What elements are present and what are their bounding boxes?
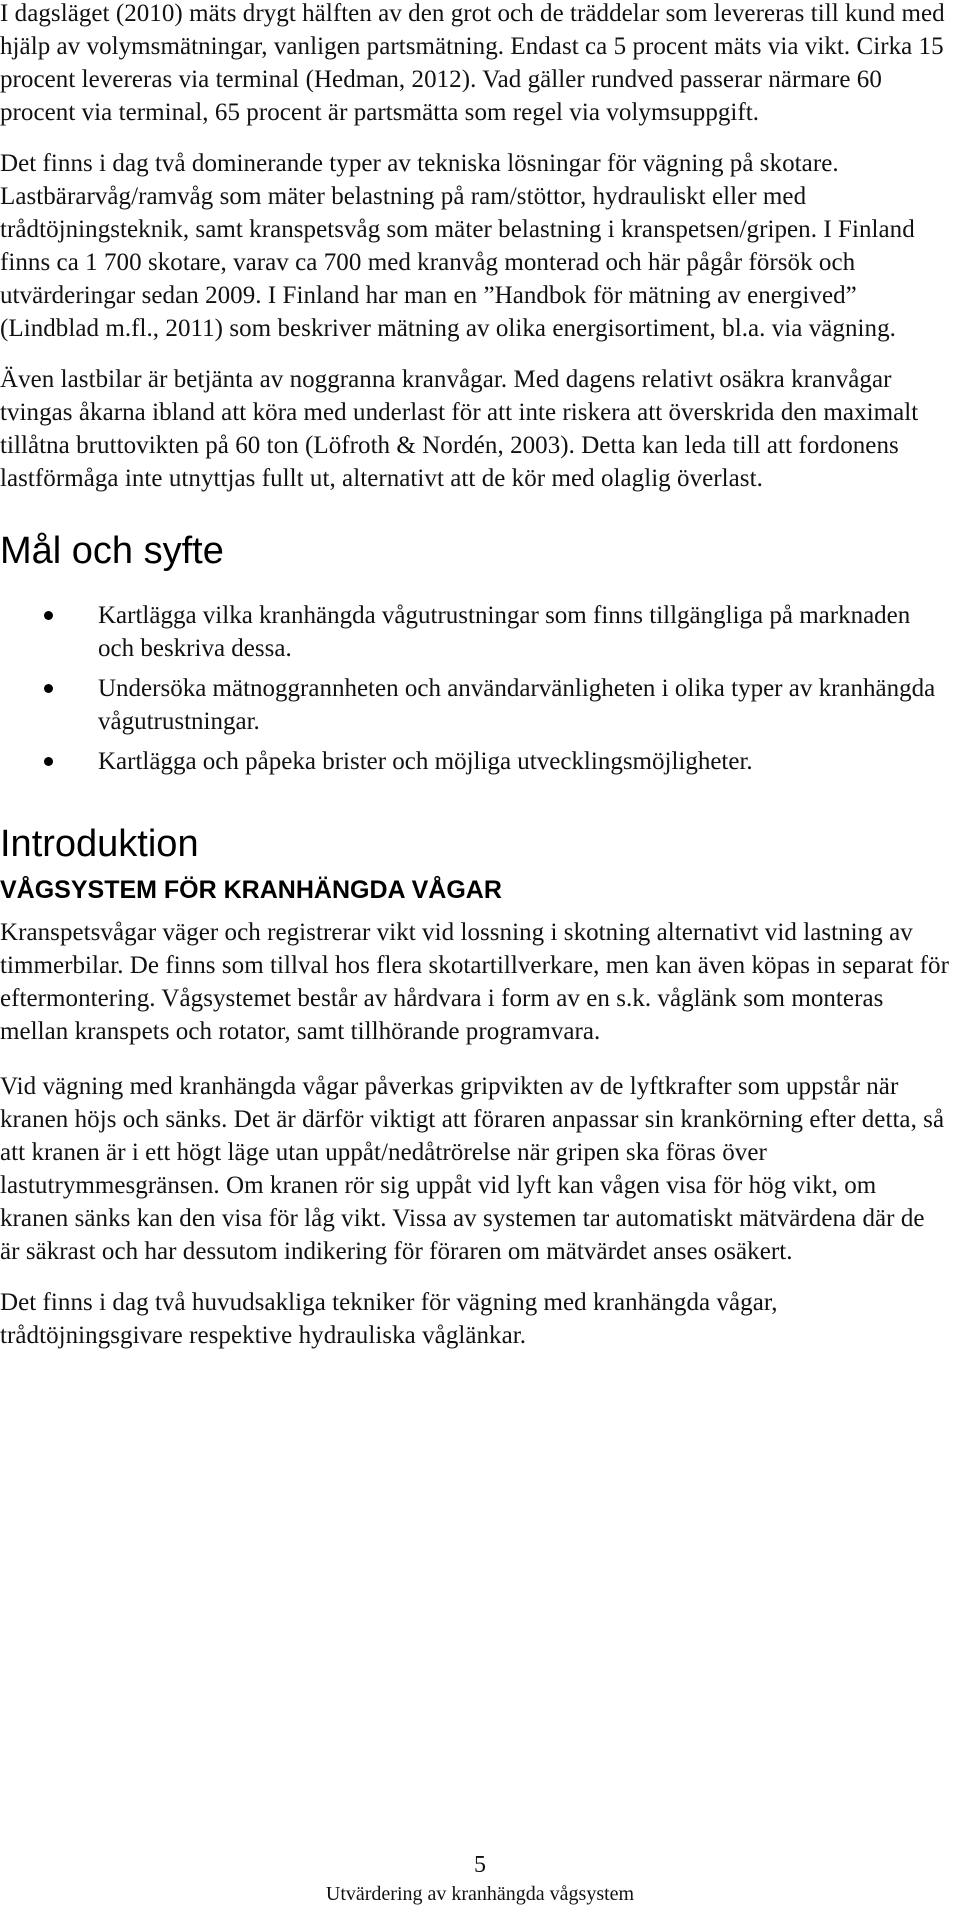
introduction-heading: Introduktion [0, 823, 199, 865]
page-number: 5 [474, 1852, 486, 1878]
goals-list [0, 599, 950, 778]
goals-heading: Mål och syfte [0, 530, 224, 572]
introduction-subheading: VÅGSYSTEM FÖR KRANHÄNGDA VÅGAR [0, 876, 502, 904]
goals-list-item [0, 745, 950, 778]
goals-list-item [0, 599, 950, 665]
goals-item-text: Kartlägga vilka kranhängda vågutrustningar som finns tillgängliga på marknaden och beskriva dessa. [98, 602, 911, 662]
goals-item-text: Undersöka mätnoggrannheten och användarvänligheten i olika typer av kranhängda vågutrustningar. [98, 675, 936, 735]
introduction-paragraph-2: Vid vägning med kranhängda vågar påverkas gripvikten av de lyftkrafter som uppstår när kranen höjs och sänks. Det är därför viktigt att föraren anpassar sin krankörning efter detta, så att kranen är i ett högt läge utan uppåt/nedåtrörelse när gripen ska föras över lastutrymmesgränsen. Om kranen rör sig uppåt vid lyft kan vågen visa för hög vikt, om kranen sänks kan den visa för låg vikt. Vissa av systemen tar automatiskt mätvärdena där de är säkrast och har dessutom indikering för föraren om mätvärdet anses osäkert. [0, 1073, 945, 1265]
goals-item-text: Kartlägga och påpeka brister och möjliga utvecklingsmöjligheter. [98, 748, 753, 775]
bullet-icon [44, 611, 53, 620]
introduction-paragraph-3: Det finns i dag två huvudsakliga tekniker för vägning med kranhängda vågar, trådtöjningsgivare respektive hydrauliska våglänkar. [0, 1289, 778, 1349]
bullet-icon [44, 684, 53, 693]
intro-paragraph-2: Det finns i dag två dominerande typer av tekniska lösningar för vägning på skotare. Lastbärarvåg/ramvåg som mäter belastning på ram/stöttor, hydrauliskt eller med trådtöjningsteknik, samt kranspetsvåg som mäter belastning i kranspetsen/gripen. I Finland finns ca 1 700 skotare, varav ca 700 med kranvåg monterad och här pågår försök och utvärderingar sedan 2009. I Finland har man en ”Handbok för mätning av energived” (Lindblad m.fl., 2011) som beskriver mätning av olika energisortiment, bl.a. via vägning. [0, 150, 915, 342]
intro-paragraph-3: Även lastbilar är betjänta av noggranna kranvågar. Med dagens relativt osäkra kranvågar tvingas åkarna ibland att köra med underlast för att inte riskera att överskrida den maximalt tillåtna bruttovikten på 60 ton (Löfroth & Nordén, 2003). Detta kan leda till att fordonens lastförmåga inte utnyttjas fullt ut, alternativt att de kör med olaglig överlast. [0, 366, 919, 492]
running-title: Utvärdering av kranhängda vågsystem [325, 1883, 635, 1905]
bullet-icon [44, 757, 53, 766]
introduction-paragraph-1: Kranspetsvågar väger och registrerar vikt vid lossning i skotning alternativt vid lastning av timmerbilar. De finns som tillval hos flera skotartillverkare, men kan även köpas in separat för eftermontering. Vågsystemet består av hårdvara i form av en s.k. våglänk som monteras mellan kranspets och rotator, samt tillhörande programvara. [0, 919, 949, 1045]
intro-paragraph-1: I dagsläget (2010) mäts drygt hälften av den grot och de träddelar som levereras till kund med hjälp av volymsmätningar, vanligen partsmätning. Endast ca 5 procent mäts via vikt. Cirka 15 procent levereras via terminal (Hedman, 2012). Vad gäller rundved passerar närmare 60 procent via terminal, 65 procent är partsmätta som regel via volymsuppgift. [0, 0, 945, 126]
goals-list-item [0, 672, 950, 738]
